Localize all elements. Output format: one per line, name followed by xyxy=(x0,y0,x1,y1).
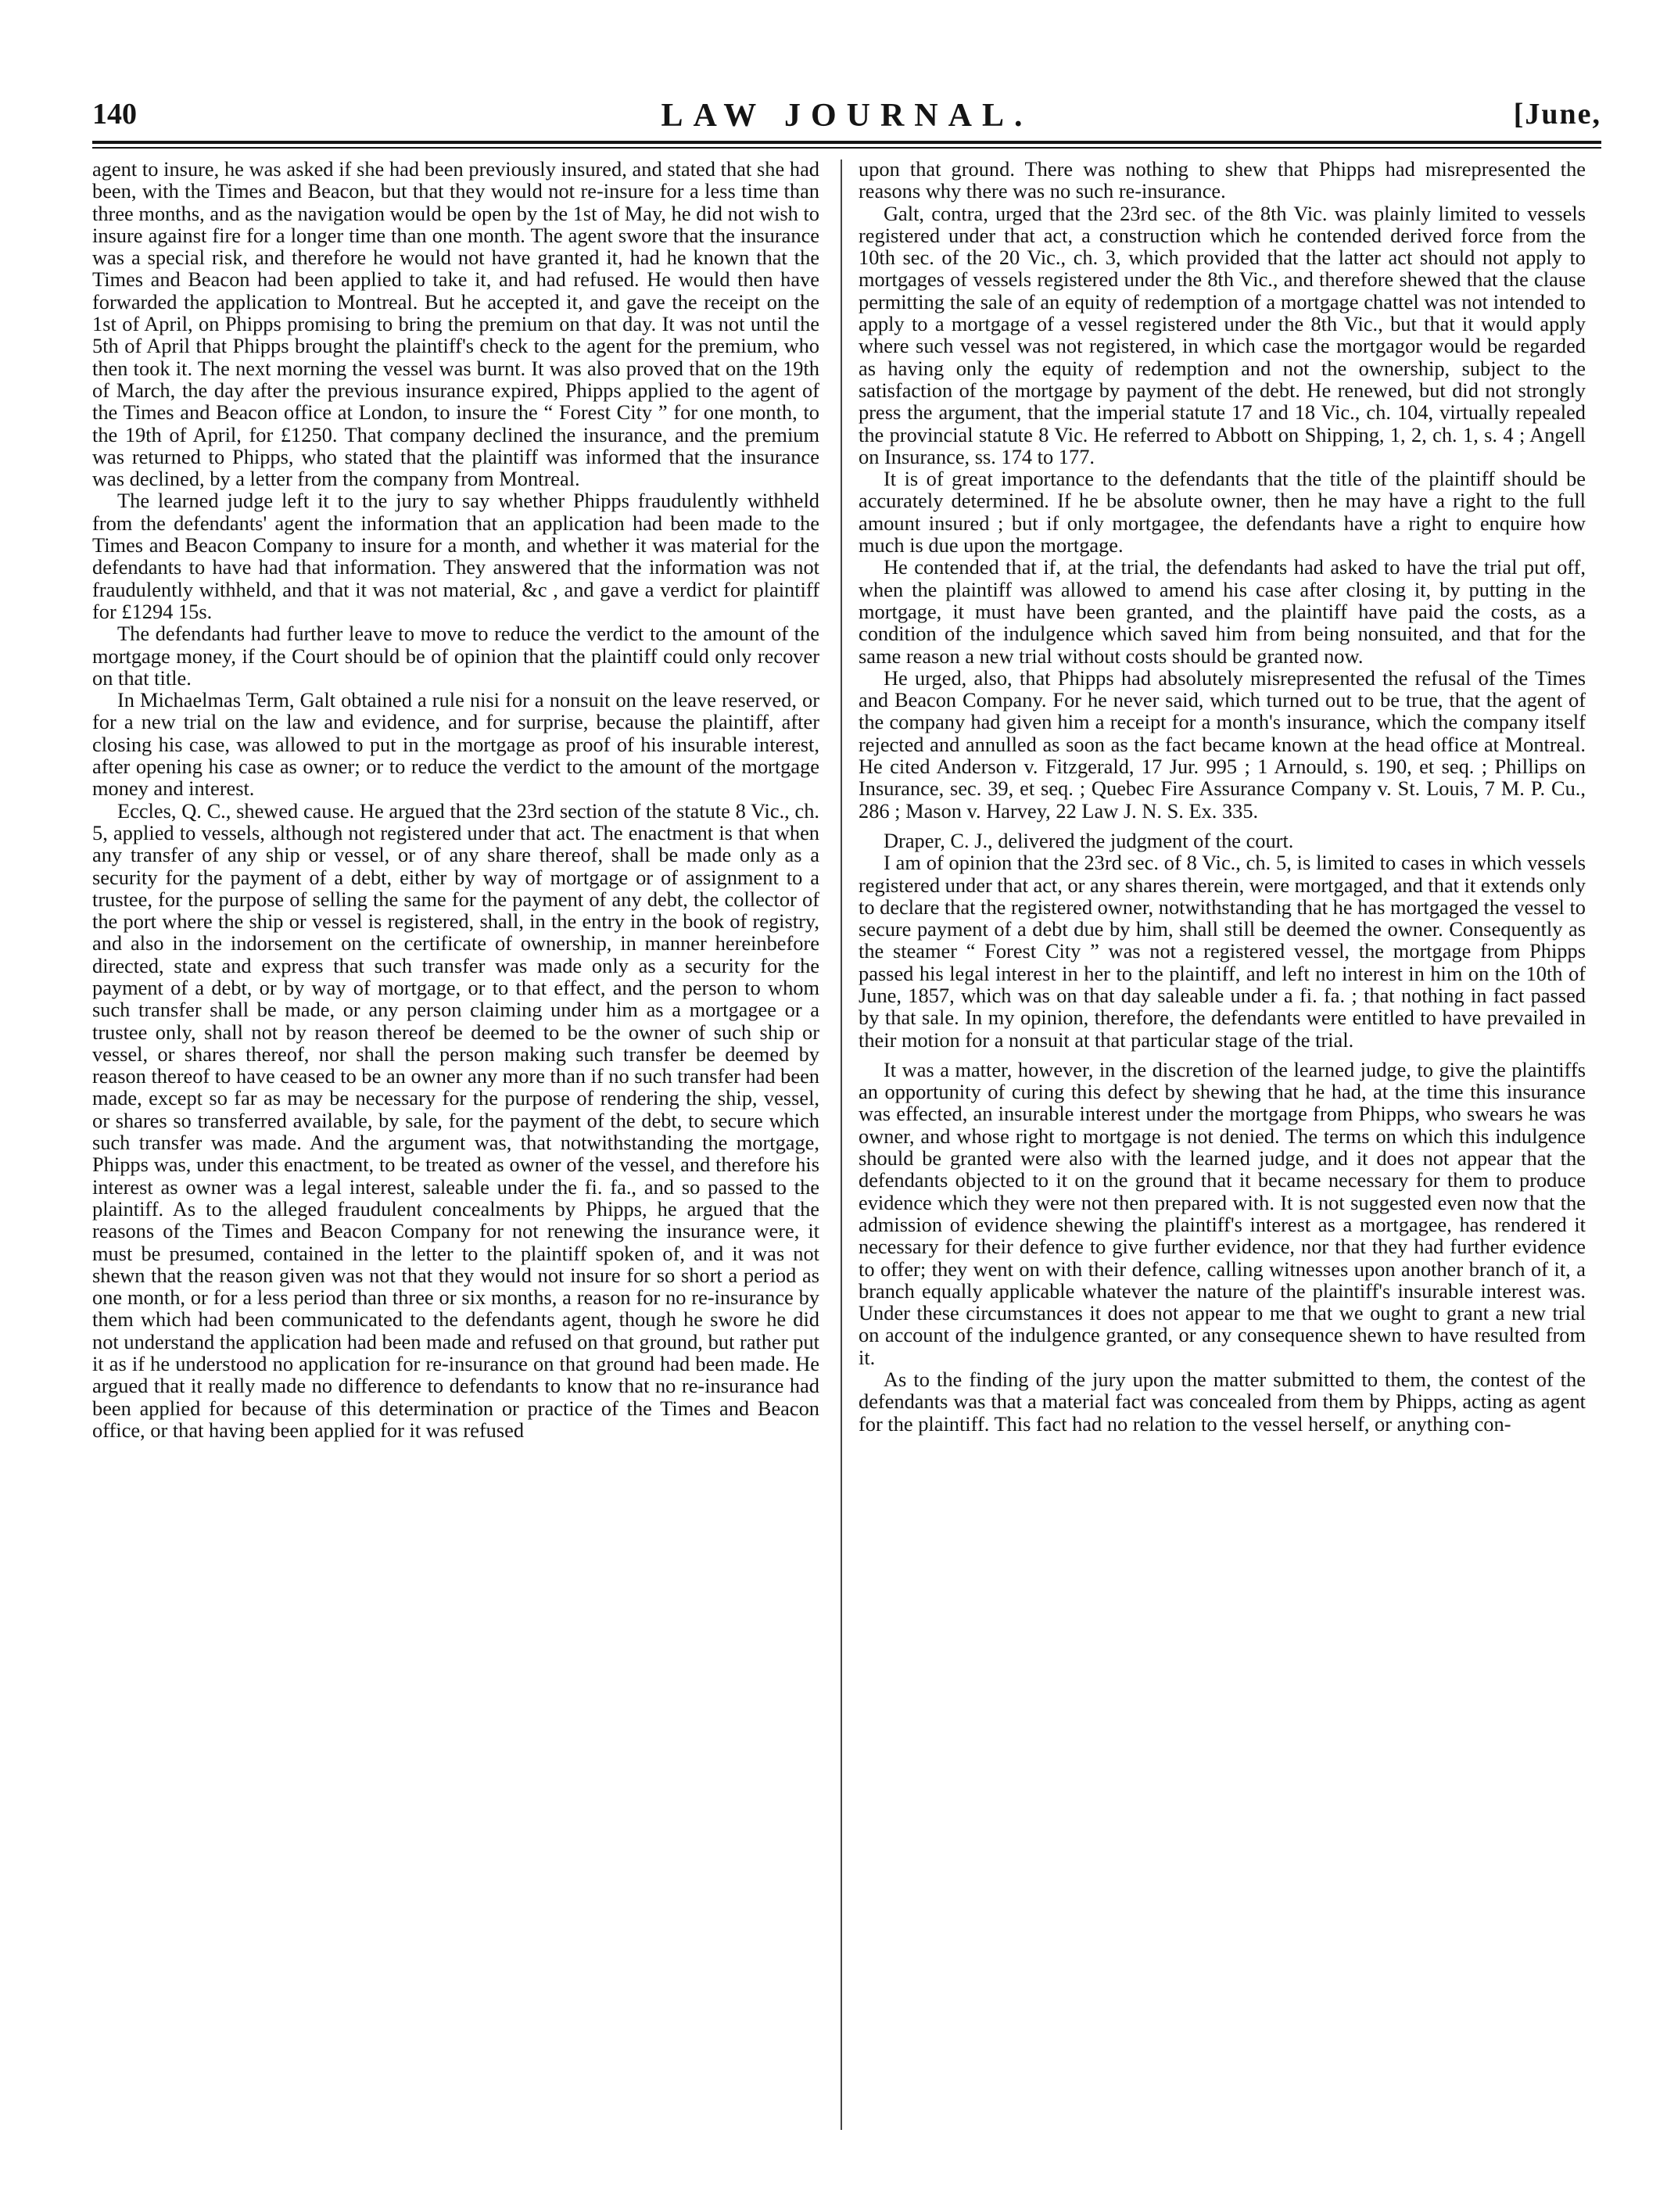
paragraph: As to the finding of the jury upon the matter submitted to them, the contest of the defendants was that a material fact was concealed from them by Phipps, acting as agent for the plaintiff. This fact had no relation to the vessel herself, or anything con- xyxy=(859,1368,1586,1436)
paragraph: agent to insure, he was asked if she had been previously insured, and stated that she had been, with the Times and Beacon, but that they would not re-insure for a less time than three months, and as the navigation would be open by the 1st of May, he did not wish to insure against fire for a longer time than one month. The agent swore that the insurance was a special risk, and therefore he would not have granted it, had he known that the Times and Beacon had been applied to take it, and had refused. He would then have forwarded the application to Montreal. But he accepted it, and gave the receipt on the 1st of April, on Phipps promising to bring the premium on that day. It was not until the 5th of April that Phipps brought the plaintiff's check to the agent for the premium, who then took it. The next morning the vessel was burnt. It was also proved that on the 19th of March, the day after the previous insurance expired, Phipps applied to the agent of the Times and Beacon office at London, to insure the “ Forest City ” for one month, to the 19th of April, for £1250. That company declined the insurance, and the premium was returned to Phipps, who stated that the plaintiff was informed that the insurance was declined, by a letter from the company from Montreal. xyxy=(92,157,819,491)
paragraph: Galt, contra, urged that the 23rd sec. of the 8th Vic. was plainly limited to vessels registered under that act, a construction which he contended derived force from the 10th sec. of the 20 Vic., ch. 3, which provided that the latter act should not apply to mortgages of vessels registered under the 8th Vic., and therefore shewed that the clause permitting the sale of an equity of redemption of a mortgage chattel was not intended to apply to a mortgage of a vessel registered under the 8th Vic., but that it would apply where such vessel was not registered, in which case the mortgagor would be regarded as having only the equity of redemption and not the ownership, subject to the satisfaction of the mortgage by payment of the debt. He renewed, but did not strongly press the argument, that the imperial statute 17 and 18 Vic., ch. 104, virtually repealed the provincial statute 8 Vic. He referred to Abbott on Shipping, 1, 2, ch. 1, s. 4 ; Angell on Insurance, ss. 174 to 177. xyxy=(859,201,1586,468)
paragraph: It was a matter, however, in the discretion of the learned judge, to give the plaintiffs an opportunity of curing this defect by shewing that he had, at the time this insurance was effected, an insurable interest under the mortgage from Phipps, who swears he was owner, and whose right to mortgage is not denied. The terms on which this indulgence should be granted were also with the learned judge, and it does not appear that the defendants objected to it on the ground that it became necessary for them to produce evidence which they were not then prepared with. It is not suggested even now that the admission of evidence shewing the plaintiff's interest as a mortgagee, has rendered it necessary for their defence to give further evidence, nor that they had further evidence to offer; they went on with their defence, calling witnesses upon another branch of it, a branch equally applicable whatever the nature of the plaintiff's insurable interest was. Under these circumstances it does not appear to me that we ought to grant a new trial on account of the indulgence granted, or any consequence shewn to have resulted from it. xyxy=(859,1057,1586,1369)
running-head: [June, xyxy=(1513,98,1601,131)
judgment-heading: Draper, C. J., delivered the judgment of the court. xyxy=(884,828,1294,852)
page-header xyxy=(92,92,1601,139)
paragraph: In Michaelmas Term, Galt obtained a rule nisi for a nonsuit on the leave reserved, or for a new trial on the law and evidence, and for surprise, because the plaintiff, after closing his case, was allowed to put in the mortgage as proof of his insurable interest, after opening his case as owner; or to reduce the verdict to the amount of the mortgage money and interest. xyxy=(92,688,819,801)
paragraph: I am of opinion that the 23rd sec. of 8 Vic., ch. 5, is limited to cases in which vessels registered under that act, or any shares therein, were mortgaged, and that it extends only to declare that the registered owner, notwithstanding that he has mortgaged the vessel to secure payment of a debt due by him, shall still be deemed the owner. Consequently as the steamer “ Forest City ” was not a registered vessel, the mortgage from Phipps passed his legal interest in her to the plaintiff, and left no interest in him on the 10th of June, 1857, which was on that day saleable under a fi. fa. ; that nothing in fact passed by that sale. In my opinion, therefore, the defendants were entitled to have prevailed in their motion for a nonsuit at that particular stage of the trial. xyxy=(859,851,1586,1052)
paragraph: upon that ground. There was nothing to shew that Phipps had misrepresented the reasons why there was no such re-insurance. xyxy=(859,157,1586,203)
paragraph: The learned judge left it to the jury to say whether Phipps fraudulently withheld from the defendants' agent the information that an application had been made to the Times and Beacon Company to insure for a month, and whether it was material for the defendants to have had that information. They answered that the information was not fraudulently withheld, and that it was not material, &c , and gave a verdict for plaintiff for £1294 15s. xyxy=(92,489,819,623)
header-rule-thick xyxy=(92,141,1601,144)
right-column xyxy=(859,158,1586,2144)
paragraph: He contended that if, at the trial, the defendants had asked to have the trial put off, when the plaintiff was allowed to amend his case after closing it, by putting in the mortgage, it must have been granted, and the plaintiff have paid the costs, as a condition of the indulgence which saved him from being nonsuited, and that for the same reason a new trial without costs should be granted now. xyxy=(859,555,1586,668)
page-number: 140 xyxy=(92,98,137,131)
paragraph: He urged, also, that Phipps had absolutely misrepresented the refusal of the Times and Beacon Company. For he never said, which turned out to be true, that the agent of the company had given him a receipt for a month's insurance, which the company itself rejected and annulled as soon as the fact became known at the head office at Montreal. He cited Anderson v. Fitzgerald, 17 Jur. 995 ; 1 Arnould, s. 190, et seq. ; Phillips on Insurance, sec. 39, et seq. ; Quebec Fire Assurance Company v. St. Louis, 7 M. P. Cu., 286 ; Mason v. Harvey, 22 Law J. N. S. Ex. 335. xyxy=(859,665,1586,823)
paragraph: Eccles, Q. C., shewed cause. He argued that the 23rd section of the statute 8 Vic., ch. 5, applied to vessels, although not registered under that act. The enactment is that when any transfer of any ship or vessel, or of any share thereof, shall be made only as a security for the payment of a debt, either by way of mortgage or of assignment to a trustee, for the purpose of selling the same for the payment of any debt, the collector of the port where the ship or vessel is registered, shall, in the entry in the book of registry, and also in the indorsement on the certificate of ownership, in manner hereinbefore directed, state and express that such transfer was made only as a security for the payment of a debt, or by way of mortgage, or to that effect, and the person to whom such transfer shall be made, or any person claiming under him as a mortgagee or a trustee only, shall not by reason thereof be deemed to be the owner of such ship or vessel, or shares thereof, nor shall the person making such transfer be deemed by reason thereof to have ceased to be an owner any more than if no such transfer had been made, except so far as may be necessary for the purpose of rendering the ship, vessel, or shares so transferred available, by sale, for the payment of the debt, to secure which such transfer was made. And the argument was, that notwithstanding the mortgage, Phipps was, under this enactment, to be treated as owner of the vessel, and therefore his interest as owner was a legal interest, saleable under the fi. fa., and so passed to the plaintiff. As to the alleged fraudulent concealments by Phipps, he argued that the reasons of the Times and Beacon Company for not renewing the insurance were, it must be presumed, contained in the letter to the plaintiff spoken of, and it was not shewn that the reason given was not that they would not insure for so short a period as one month, or for a less period than three or six months, a reason for no re-insurance by them which had been communicated to the defendants agent, though he swore he did not understand the application had been made and refused on that ground, but rather put it as if he understood no application for re-insurance on that ground had been made. He argued that it really made no difference to defendants to know that no re-insurance had been applied for because of this determination or practice of the Times and Beacon office, or that having been applied for it was refused xyxy=(92,798,819,1442)
journal-title: LAW JOURNAL. xyxy=(661,98,1033,134)
header-rule-thin xyxy=(92,147,1601,149)
paragraph: It is of great importance to the defendants that the title of the plaintiff should be accurately determined. If he be absolute owner, then he may have a right to the full amount insured ; but if only mortgagee, the defendants have a right to enquire how much is due upon the mortgage. xyxy=(859,467,1586,557)
paragraph: The defendants had further leave to move to reduce the verdict to the amount of the mortgage money, if the Court should be of opinion that the plaintiff could only recover on that title. xyxy=(92,622,819,690)
column-divider xyxy=(841,160,842,2130)
left-column xyxy=(92,158,819,2144)
